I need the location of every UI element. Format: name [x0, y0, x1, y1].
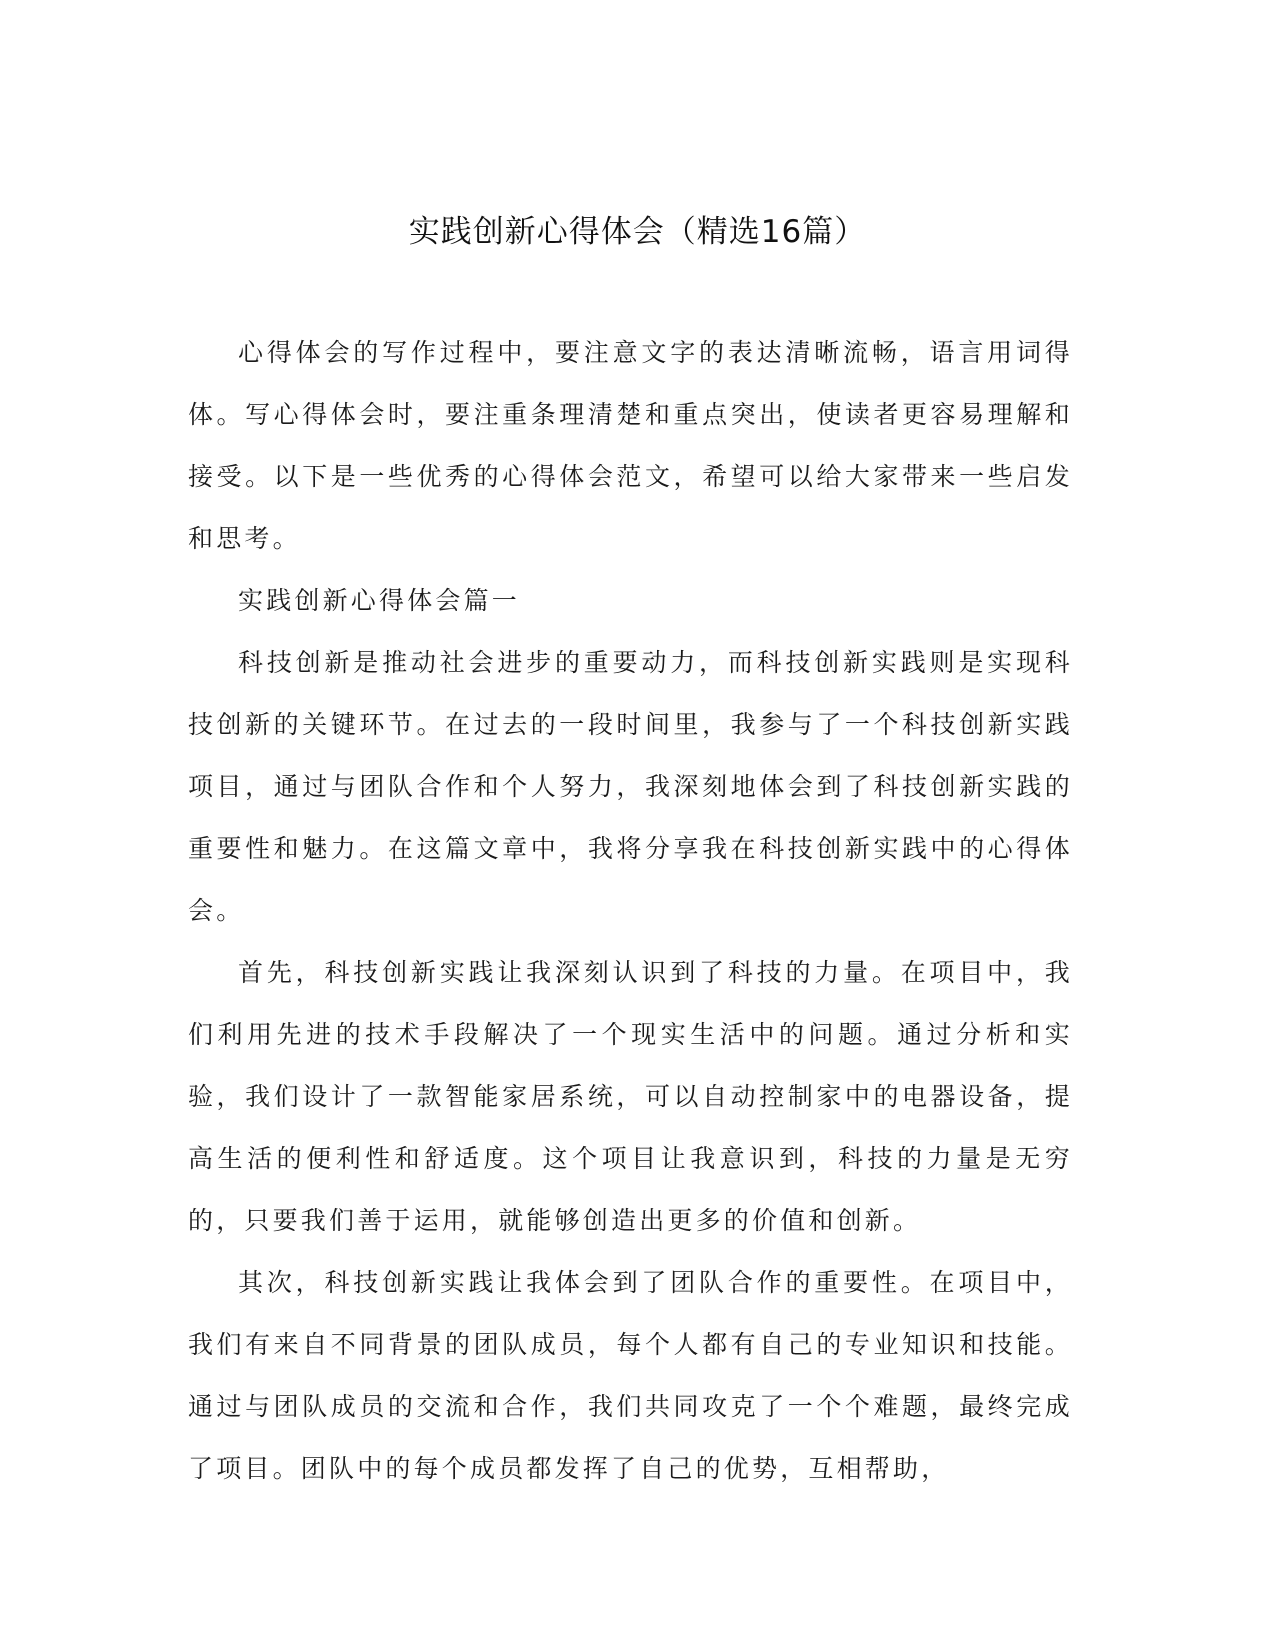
paragraph-2: 首先，科技创新实践让我深刻认识到了科技的力量。在项目中，我们利用先进的技术手段解决了一个现实生活中的问题。通过分析和实验，我们设计了一款智能家居系统，可以自动控制家中的电器设备，提高生活的便利性和舒适度。这个项目让我意识到，科技的力量是无穷的，只要我们善于运用，就能够创造出更多的价值和创新。 [188, 958, 1073, 1235]
paragraph-1: 科技创新是推动社会进步的重要动力，而科技创新实践则是实现科技创新的关键环节。在过去的一段时间里，我参与了一个科技创新实践项目，通过与团队合作和个人努力，我深刻地体会到了科技创新实践的重要性和魅力。在这篇文章中，我将分享我在科技创新实践中的心得体会。 [188, 648, 1073, 925]
paragraph-3: 其次，科技创新实践让我体会到了团队合作的重要性。在项目中，我们有来自不同背景的团队成员，每个人都有自己的专业知识和技能。通过与团队成员的交流和合作，我们共同攻克了一个个难题，最终完成了项目。团队中的每个成员都发挥了自己的优势，互相帮助， [188, 1268, 1073, 1483]
section-heading-1: 实践创新心得体会篇一 [238, 586, 521, 615]
document-body [188, 322, 1073, 1500]
paragraph-intro: 心得体会的写作过程中，要注意文字的表达清晰流畅，语言用词得体。写心得体会时，要注重条理清楚和重点突出，使读者更容易理解和接受。以下是一些优秀的心得体会范文，希望可以给大家带来一些启发和思考。 [188, 338, 1073, 553]
document-title: 实践创新心得体会（精选16篇） [408, 214, 867, 250]
